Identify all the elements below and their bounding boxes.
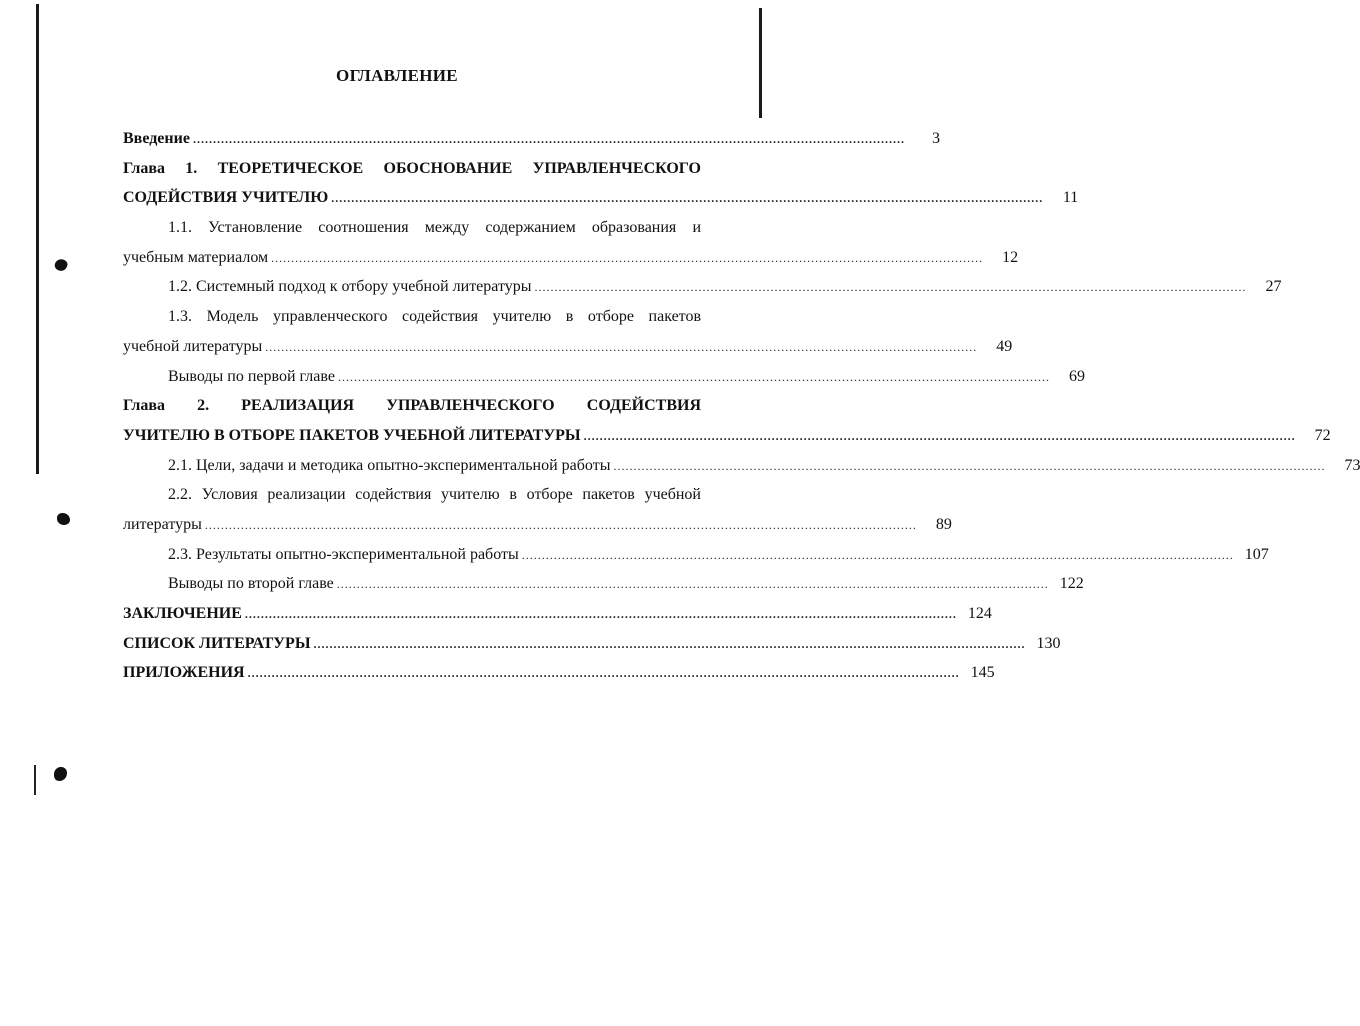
toc-entry-text: ЗАКЛЮЧЕНИЕ <box>123 605 242 622</box>
toc-page-number: 49 <box>996 337 1013 355</box>
toc-entry-text: УЧИТЕЛЮ В ОТБОРЕ ПАКЕТОВ УЧЕБНОЙ ЛИТЕРАТУРЫ <box>123 426 581 444</box>
dot-leader: .................................................................................................................................................................................. <box>337 369 1050 384</box>
toc-entry-chapter-1[interactable]: Глава 1. ТЕОРЕТИЧЕСКОЕ ОБОСНОВАНИЕ УПРАВЛЕНЧЕСКОГО <box>123 159 701 177</box>
toc-entry-text: Выводы по первой главе <box>168 367 335 385</box>
toc-page-number: 73 <box>1344 456 1360 474</box>
dot-leader: .................................................................................................................................................................................. <box>331 191 1044 206</box>
dot-leader: .................................................................................................................................................................................. <box>521 547 1234 562</box>
toc-page-number: 145 <box>970 664 995 682</box>
toc-entry-text: учебной литературы <box>123 337 263 355</box>
dot-leader: .................................................................................................................................................................................. <box>583 428 1296 443</box>
table-of-contents <box>123 124 1360 688</box>
toc-entry-intro[interactable] <box>123 124 940 154</box>
dot-leader: .................................................................................................................................................................................. <box>265 339 978 354</box>
dot-leader: .................................................................................................................................................................................. <box>192 132 905 146</box>
toc-page-number: 3 <box>931 130 940 147</box>
toc-entry-conclusions-2[interactable] <box>123 569 1084 599</box>
dot-leader: .................................................................................................................................................................................. <box>247 666 960 681</box>
scan-edge-line <box>34 765 36 795</box>
binding-hole-mark <box>54 767 67 781</box>
toc-entry-text: ПРИЛОЖЕНИЯ <box>123 664 245 682</box>
toc-page-number: 12 <box>1002 248 1019 266</box>
toc-page-number: 11 <box>1062 189 1079 207</box>
toc-entry-section-1-1[interactable]: 1.1. Установление соотношения между содержанием образования и <box>168 219 701 237</box>
toc-entry-section-1-1-cont[interactable] <box>123 243 1019 273</box>
toc-entry-chapter-2-cont[interactable] <box>123 421 1331 451</box>
toc-page-number: 69 <box>1068 367 1085 385</box>
toc-entry-text: СОДЕЙСТВИЯ УЧИТЕЛЮ <box>123 189 329 207</box>
toc-entry-section-1-3-cont[interactable] <box>123 332 1013 362</box>
toc-entry-chapter-1-cont[interactable] <box>123 183 1079 213</box>
toc-entry-text: 2.3. Результаты опытно-экспериментальной работы <box>168 545 519 563</box>
toc-entry-text: 2.1. Цели, задачи и методика опытно-экспериментальной работы <box>168 456 611 474</box>
toc-entry-text: литературы <box>123 515 202 533</box>
toc-entry-conclusion[interactable] <box>123 599 992 629</box>
toc-entry-section-2-3[interactable] <box>123 540 1269 570</box>
toc-entry-text: 1.2. Системный подход к отбору учебной литературы <box>168 278 532 296</box>
toc-page-number: 72 <box>1314 426 1331 444</box>
toc-page-number: 27 <box>1265 278 1282 296</box>
dot-leader: .................................................................................................................................................................................. <box>534 280 1247 295</box>
toc-page-number: 130 <box>1036 634 1061 652</box>
dot-leader: .................................................................................................................................................................................. <box>313 636 1026 651</box>
dot-leader: .................................................................................................................................................................................. <box>244 607 957 621</box>
toc-entry-section-2-2[interactable]: 2.2. Условия реализации содействия учителю в отборе пакетов учебной <box>168 486 701 504</box>
dot-leader: .................................................................................................................................................................................. <box>336 577 1049 592</box>
toc-entry-appendix[interactable] <box>123 658 995 688</box>
scan-edge-line <box>759 8 762 118</box>
dot-leader: .................................................................................................................................................................................. <box>204 517 917 532</box>
toc-entry-conclusions-1[interactable] <box>123 362 1085 392</box>
toc-entry-section-2-2-cont[interactable] <box>123 510 952 540</box>
toc-page-number: 124 <box>967 605 992 622</box>
binding-hole-mark <box>57 513 70 525</box>
toc-entry-section-1-3[interactable]: 1.3. Модель управленческого содействия учителю в отборе пакетов <box>168 308 701 326</box>
toc-entry-section-2-1[interactable] <box>123 451 1360 481</box>
toc-entry-text: Выводы по второй главе <box>168 575 334 593</box>
toc-entry-text: учебным материалом <box>123 248 269 266</box>
toc-entry-text: Введение <box>123 130 190 147</box>
toc-entry-chapter-2[interactable]: Глава 2. РЕАЛИЗАЦИЯ УПРАВЛЕНЧЕСКОГО СОДЕЙСТВИЯ <box>123 397 701 415</box>
toc-page-number: 89 <box>935 515 952 533</box>
dot-leader: .................................................................................................................................................................................. <box>613 458 1326 473</box>
binding-hole-mark <box>53 257 69 273</box>
toc-entry-section-1-2[interactable] <box>123 272 1282 302</box>
page-title: ОГЛАВЛЕНИЕ <box>336 66 458 85</box>
toc-page-number: 122 <box>1059 575 1084 593</box>
toc-entry-text: СПИСОК ЛИТЕРАТУРЫ <box>123 634 311 652</box>
toc-entry-references[interactable] <box>123 629 1061 659</box>
dot-leader: .................................................................................................................................................................................. <box>271 250 984 265</box>
toc-page-number: 107 <box>1244 545 1269 563</box>
